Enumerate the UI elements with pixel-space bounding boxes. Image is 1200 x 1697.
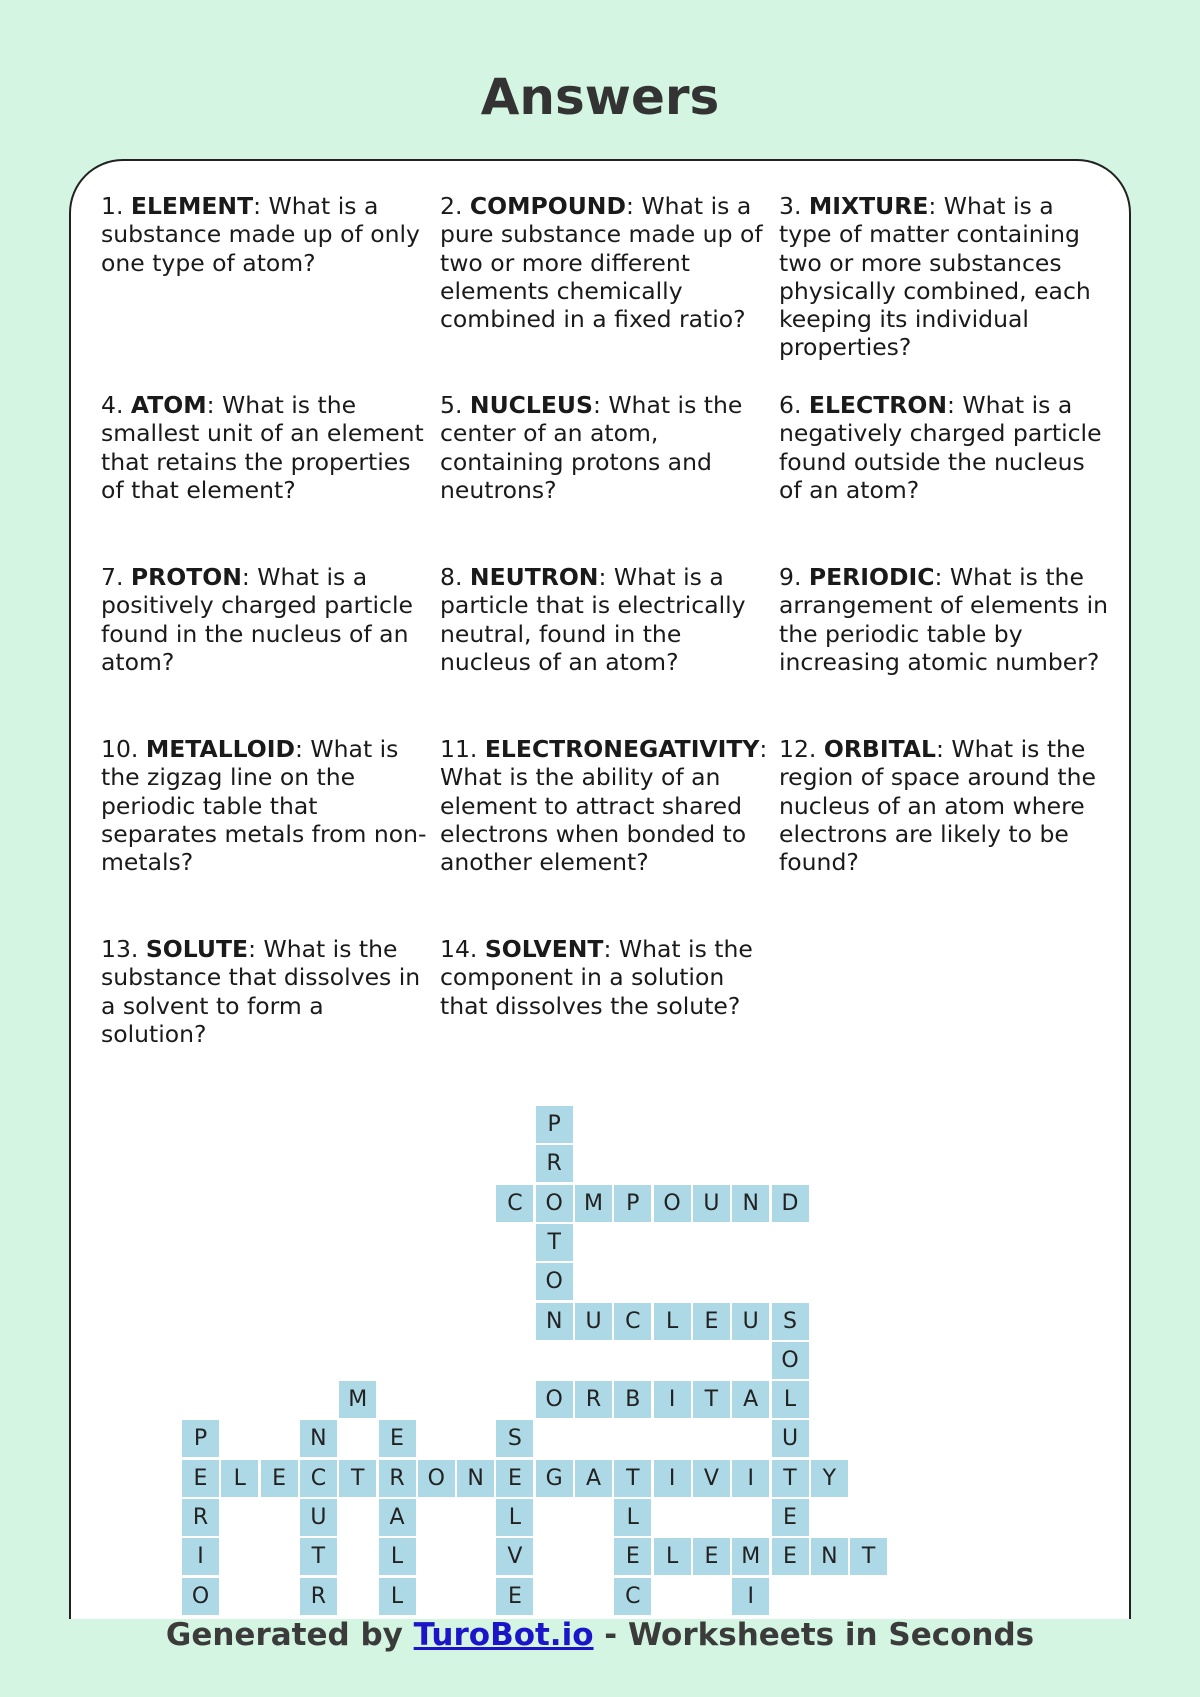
grid-cell: O xyxy=(182,1578,219,1615)
clue-14 xyxy=(440,935,770,1020)
clue-number: 10. xyxy=(101,735,139,763)
grid-cell: U xyxy=(575,1303,612,1340)
grid-cell: N xyxy=(536,1303,573,1340)
clue-text: : What is a positively charged particle found in the nucleus of an atom? xyxy=(101,563,413,676)
clue-1 xyxy=(101,192,431,277)
footer-suffix: - Worksheets in Seconds xyxy=(593,1617,1035,1653)
grid-cell: E xyxy=(182,1460,219,1497)
clue-4 xyxy=(101,391,431,504)
grid-cell: M xyxy=(339,1381,376,1418)
grid-cell: N xyxy=(300,1420,337,1457)
clue-number: 3. xyxy=(779,192,802,220)
grid-cell: L xyxy=(496,1499,533,1536)
clue-answer: ELECTRONEGATIVITY xyxy=(484,735,760,763)
grid-cell: R xyxy=(575,1381,612,1418)
grid-cell: S xyxy=(496,1420,533,1457)
answers-panel xyxy=(69,159,1131,1619)
clue-text: : What is a substance made up of only one type of atom? xyxy=(101,192,420,277)
grid-cell: S xyxy=(772,1303,809,1340)
footer-prefix: Generated by xyxy=(165,1617,414,1653)
grid-cell: L xyxy=(772,1381,809,1418)
grid-cell: O xyxy=(536,1263,573,1300)
grid-cell: I xyxy=(732,1460,769,1497)
clue-text: : What is the center of an atom, containing protons and neutrons? xyxy=(440,391,743,504)
clue-answer: COMPOUND xyxy=(469,192,626,220)
grid-cell: R xyxy=(536,1145,573,1182)
grid-cell: N xyxy=(732,1185,769,1222)
grid-cell: E xyxy=(496,1578,533,1615)
clue-text: : What is a pure substance made up of two or more different elements chemically combined in a fixed ratio? xyxy=(440,192,763,334)
clue-11 xyxy=(440,735,770,876)
grid-cell: O xyxy=(536,1185,573,1222)
clue-2 xyxy=(440,192,770,333)
clue-number: 2. xyxy=(440,192,463,220)
grid-cell: P xyxy=(614,1185,651,1222)
clue-answer: METALLOID xyxy=(145,735,296,763)
grid-cell: U xyxy=(732,1303,769,1340)
grid-cell: O xyxy=(654,1185,691,1222)
clue-text: : What is a negatively charged particle found outside the nucleus of an atom? xyxy=(779,391,1102,504)
clue-6 xyxy=(779,391,1109,504)
grid-cell: A xyxy=(379,1499,416,1536)
clue-answer: NUCLEUS xyxy=(469,391,593,419)
clue-10 xyxy=(101,735,431,876)
grid-cell: A xyxy=(575,1460,612,1497)
clue-number: 1. xyxy=(101,192,124,220)
grid-cell: C xyxy=(614,1578,651,1615)
grid-cell: I xyxy=(182,1538,219,1575)
clue-number: 12. xyxy=(779,735,817,763)
clue-answer: NEUTRON xyxy=(469,563,599,591)
clue-number: 4. xyxy=(101,391,124,419)
grid-cell: V xyxy=(496,1538,533,1575)
grid-cell: U xyxy=(300,1499,337,1536)
clue-text: : What is the component in a solution that dissolves the solute? xyxy=(440,935,753,1020)
grid-cell: R xyxy=(379,1460,416,1497)
grid-cell: O xyxy=(536,1381,573,1418)
clue-text: : What is a type of matter containing two or more substances physically combined, each keeping its individual properties? xyxy=(779,192,1091,362)
clue-5 xyxy=(440,391,770,504)
clue-text: : What is the zigzag line on the periodic table that separates metals from non-metals? xyxy=(101,735,427,877)
clue-text: : What is the substance that dissolves in a solvent to form a solution? xyxy=(101,935,421,1048)
grid-cell: V xyxy=(693,1460,730,1497)
grid-cell: Y xyxy=(811,1460,848,1497)
grid-cell: M xyxy=(732,1538,769,1575)
grid-cell: T xyxy=(536,1224,573,1261)
clue-number: 14. xyxy=(440,935,478,963)
grid-cell: O xyxy=(772,1342,809,1379)
turobot-link[interactable]: TuroBot.io xyxy=(413,1617,594,1653)
clue-text: : What is a particle that is electrically neutral, found in the nucleus of an atom? xyxy=(440,563,746,676)
clue-text: : What is the smallest unit of an element that retains the properties of that element? xyxy=(101,391,424,504)
grid-cell: E xyxy=(496,1460,533,1497)
grid-cell: L xyxy=(379,1578,416,1615)
grid-cell: C xyxy=(614,1303,651,1340)
grid-cell: E xyxy=(772,1499,809,1536)
grid-cell: C xyxy=(300,1460,337,1497)
clue-number: 11. xyxy=(440,735,478,763)
grid-cell: E xyxy=(261,1460,298,1497)
grid-cell: T xyxy=(339,1460,376,1497)
clue-number: 7. xyxy=(101,563,124,591)
clue-number: 13. xyxy=(101,935,139,963)
grid-cell: L xyxy=(221,1460,258,1497)
footer xyxy=(0,1617,1200,1653)
grid-cell: U xyxy=(693,1185,730,1222)
grid-cell: P xyxy=(182,1420,219,1457)
grid-cell: D xyxy=(772,1185,809,1222)
clue-answer: ELEMENT xyxy=(130,192,254,220)
grid-cell: I xyxy=(654,1460,691,1497)
grid-cell: R xyxy=(182,1499,219,1536)
grid-cell: O xyxy=(418,1460,455,1497)
grid-cell: B xyxy=(614,1381,651,1418)
clue-answer: ATOM xyxy=(130,391,207,419)
clue-9 xyxy=(779,563,1109,676)
grid-cell: C xyxy=(496,1185,533,1222)
grid-cell: P xyxy=(536,1106,573,1143)
grid-cell: M xyxy=(575,1185,612,1222)
grid-cell: T xyxy=(300,1538,337,1575)
clue-answer: SOLUTE xyxy=(145,935,249,963)
clue-text: : What is the ability of an element to attract shared electrons when bonded to another element? xyxy=(440,735,768,877)
grid-cell: T xyxy=(772,1460,809,1497)
grid-cell: I xyxy=(732,1578,769,1615)
clue-8 xyxy=(440,563,770,676)
grid-cell: E xyxy=(693,1303,730,1340)
clue-number: 8. xyxy=(440,563,463,591)
clue-answer: SOLVENT xyxy=(484,935,604,963)
grid-cell: L xyxy=(654,1538,691,1575)
clue-answer: ELECTRON xyxy=(808,391,948,419)
clue-answer: MIXTURE xyxy=(808,192,929,220)
grid-cell: T xyxy=(850,1538,887,1575)
grid-cell: I xyxy=(654,1381,691,1418)
grid-cell: E xyxy=(693,1538,730,1575)
grid-cell: L xyxy=(379,1538,416,1575)
grid-cell: N xyxy=(457,1460,494,1497)
clue-number: 6. xyxy=(779,391,802,419)
grid-cell: E xyxy=(772,1538,809,1575)
clue-text: : What is the region of space around the nucleus of an atom where electrons are likely to be found? xyxy=(779,735,1096,877)
clue-13 xyxy=(101,935,431,1048)
grid-cell: E xyxy=(614,1538,651,1575)
grid-cell: N xyxy=(811,1538,848,1575)
clue-number: 9. xyxy=(779,563,802,591)
clue-12 xyxy=(779,735,1109,876)
page-title: Answers xyxy=(480,68,720,126)
clue-answer: ORBITAL xyxy=(823,735,936,763)
grid-cell: L xyxy=(614,1499,651,1536)
clue-3 xyxy=(779,192,1109,362)
clue-answer: PROTON xyxy=(130,563,242,591)
grid-cell: T xyxy=(693,1381,730,1418)
grid-cell: A xyxy=(732,1381,769,1418)
clue-number: 5. xyxy=(440,391,463,419)
clue-answer: PERIODIC xyxy=(808,563,935,591)
grid-cell: T xyxy=(614,1460,651,1497)
grid-cell: E xyxy=(379,1420,416,1457)
grid-cell: G xyxy=(536,1460,573,1497)
grid-cell: U xyxy=(772,1420,809,1457)
clue-text: : What is the arrangement of elements in the periodic table by increasing atomic number? xyxy=(779,563,1109,676)
grid-cell: L xyxy=(654,1303,691,1340)
grid-cell: R xyxy=(300,1578,337,1615)
clue-7 xyxy=(101,563,431,676)
